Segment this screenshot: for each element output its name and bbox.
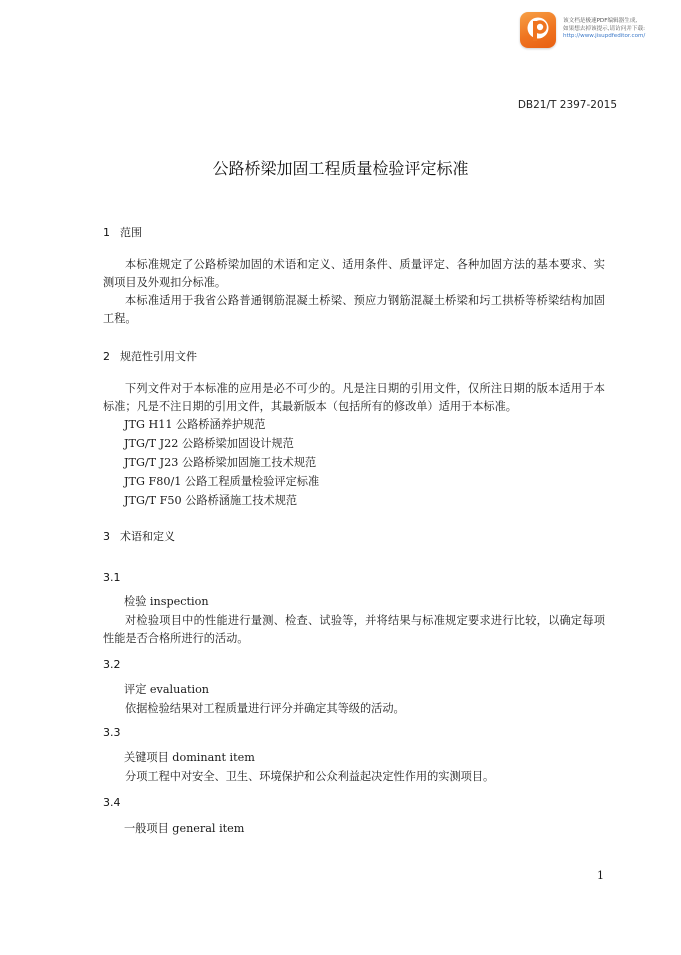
pdf-editor-logo bbox=[520, 12, 556, 48]
section-number: 1 bbox=[103, 226, 110, 239]
section-number: 2 bbox=[103, 350, 110, 363]
section-2-heading bbox=[103, 348, 197, 364]
term-name: 评定 evaluation bbox=[124, 683, 210, 696]
watermark-link[interactable]: http://www.jisupdfeditor.com/ bbox=[563, 33, 646, 40]
watermark-line-2: 如果想去掉该提示,请访问并下载: bbox=[563, 25, 645, 32]
subsection-number: 3.2 bbox=[103, 658, 121, 671]
reference-item: JTG/T J22 公路桥梁加固设计规范 bbox=[124, 437, 294, 450]
subsection-number: 3.3 bbox=[103, 726, 121, 739]
page-title: 公路桥梁加固工程质量检验评定标准 bbox=[212, 159, 469, 178]
term-name: 关键项目 dominant item bbox=[124, 751, 255, 764]
term-definition: 分项工程中对安全、卫生、环境保护和公众利益起决定性作用的实测项目。 bbox=[125, 770, 495, 783]
subsection-number: 3.4 bbox=[103, 796, 121, 809]
term-definition: 对检验项目中的性能进行量测、检查、试验等，并将结果与标准规定要求进行比较，以确定每项性能是否合格所进行的活动。 bbox=[103, 614, 605, 645]
reference-item: JTG/T F50 公路桥涵施工技术规范 bbox=[124, 494, 298, 507]
subsection-number: 3.1 bbox=[103, 571, 121, 584]
section-title: 范围 bbox=[120, 226, 142, 239]
reference-item: JTG F80/1 公路工程质量检验评定标准 bbox=[124, 475, 320, 488]
scope-paragraph-1: 本标准规定了公路桥梁加固的术语和定义、适用条件、质量评定、各种加固方法的基本要求、实测项目及外观扣分标准。 bbox=[103, 258, 605, 289]
watermark-notice bbox=[563, 18, 675, 41]
section-number: 3 bbox=[103, 530, 110, 543]
watermark-line-1: 该文档是极速PDF编辑器生成, bbox=[563, 18, 638, 24]
term-definition: 依据检验结果对工程质量进行评分并确定其等级的活动。 bbox=[125, 702, 405, 715]
section-1-heading bbox=[103, 224, 142, 240]
references-intro: 下列文件对于本标准的应用是必不可少的。凡是注日期的引用文件，仅所注日期的版本适用于本标准；凡是不注日期的引用文件，其最新版本（包括所有的修改单）适用于本标准。 bbox=[103, 382, 605, 413]
section-title: 规范性引用文件 bbox=[120, 350, 197, 363]
p-letter-icon bbox=[520, 12, 556, 48]
term-name: 一般项目 general item bbox=[124, 822, 245, 835]
section-3-heading bbox=[103, 528, 175, 544]
section-title: 术语和定义 bbox=[120, 530, 175, 543]
reference-item: JTG H11 公路桥涵养护规范 bbox=[124, 418, 266, 431]
reference-item: JTG/T J23 公路桥梁加固施工技术规范 bbox=[124, 456, 317, 469]
scope-paragraph-2: 本标准适用于我省公路普通钢筋混凝土桥梁、预应力钢筋混凝土桥梁和圬工拱桥等桥梁结构加固工程。 bbox=[103, 294, 605, 325]
document-code: DB21/T 2397-2015 bbox=[517, 99, 617, 111]
term-name: 检验 inspection bbox=[124, 595, 209, 608]
page-number: 1 bbox=[597, 869, 604, 882]
